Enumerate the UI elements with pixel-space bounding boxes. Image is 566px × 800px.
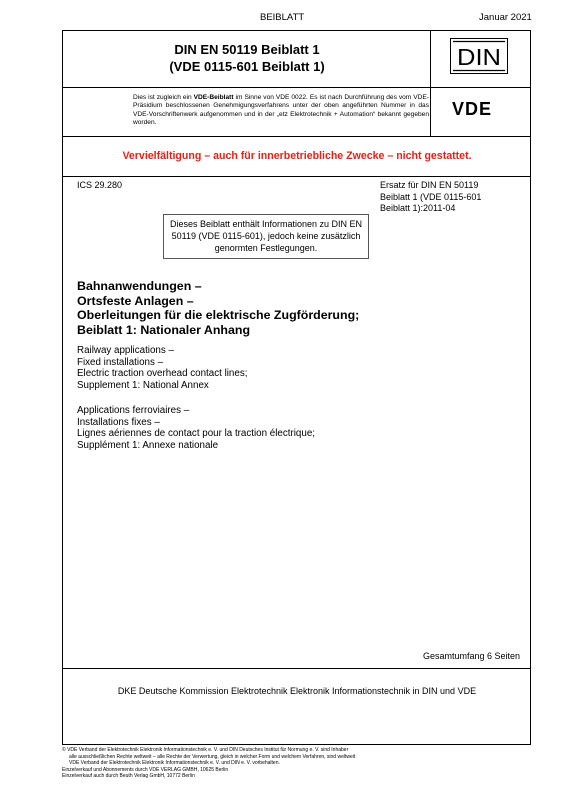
divider bbox=[430, 31, 431, 136]
english-title-line: Railway applications – bbox=[77, 345, 174, 356]
vde-logo: VDE bbox=[452, 99, 493, 119]
french-title-line: Applications ferroviaires – bbox=[77, 405, 190, 416]
document-date: Januar 2021 bbox=[479, 12, 532, 23]
din-logo bbox=[450, 38, 508, 79]
divider bbox=[63, 668, 530, 669]
document-category: BEIBLATT bbox=[260, 12, 305, 23]
footer-copyright: © VDE Verband der Elektrotechnik Elektronik Informationstechnik e. V. und DIN Deutsches Institut für Normung e. V. sind Inhaber bbox=[62, 747, 349, 753]
main-title-line: Bahnanwendungen – bbox=[77, 279, 202, 293]
french-title-line: Installations fixes – bbox=[77, 416, 160, 428]
reproduction-warning: Vervielfältigung – auch für innerbetriebliche Zwecke – nicht gestattet. bbox=[122, 150, 472, 162]
divider bbox=[63, 176, 530, 177]
main-title-line: Ortsfeste Anlagen – bbox=[77, 293, 194, 308]
vde-notice: Dies ist zugleich ein VDE-Beiblatt im Sinne von VDE 0022. Es ist nach Durchführung des vom VDE-Präsidium beschlossenen Genehmigungsverfahrens unter der oben angeführten Nummer in das VDE-Vorschriftenwerk aufgenommen und in der „etz Elektrotechnik + Automation“ bekannt gegeben worden. bbox=[133, 94, 429, 126]
din-logo-text: DIN bbox=[457, 44, 501, 70]
footer-rights: alle ausschließlichen Rechte weltweit – alle Rechte der Verwertung, gleich in welcher Form und welchem Verfahren, sind weltweit bbox=[69, 753, 356, 760]
footer bbox=[62, 747, 532, 780]
english-title-line: Supplement 1: National Annex bbox=[77, 380, 209, 392]
french-title bbox=[77, 405, 315, 452]
divider bbox=[63, 87, 530, 88]
english-title bbox=[77, 345, 247, 392]
footer-sales: Einzelverkauf auch durch Beuth Verlag GmbH, 10772 Berlin bbox=[62, 773, 195, 780]
divider bbox=[63, 136, 530, 137]
document-title-line1: DIN EN 50119 Beiblatt 1 bbox=[174, 42, 320, 57]
english-title-line: Electric traction overhead contact lines; bbox=[77, 368, 248, 380]
footer-sales: Einzelverkauf und Abonnements durch VDE VERLAG GMBH, 10625 Berlin bbox=[62, 766, 229, 773]
page-count: Gesamtumfang 6 Seiten bbox=[422, 651, 520, 661]
replacement-note: Ersatz für DIN EN 50119 Beiblatt 1 (VDE 0115-601 Beiblatt 1):2011-04 bbox=[380, 180, 482, 213]
french-title-line: Supplément 1: Annexe nationale bbox=[77, 440, 219, 452]
english-title-line: Fixed installations – bbox=[77, 356, 164, 368]
main-title bbox=[77, 279, 359, 337]
footer-rights: VDE Verband der Elektrotechnik Elektronik Informationstechnik e. V. und DIN e. V. vorbehalten. bbox=[69, 760, 280, 767]
main-title-line: Beiblatt 1: Nationaler Anhang bbox=[77, 322, 251, 337]
info-box: Dieses Beiblatt enthält Informationen zu DIN EN 50119 (VDE 0115-601), jedoch keine zusätzlich genormten Festlegungen. bbox=[163, 214, 369, 259]
ics-code: ICS 29.280 bbox=[77, 180, 123, 190]
main-title-line: Oberleitungen für die elektrische Zugförderung; bbox=[77, 308, 360, 322]
dke-line: DKE Deutsche Kommission Elektrotechnik Elektronik Informationstechnik in DIN und VDE bbox=[117, 686, 477, 696]
document-title-line2: (VDE 0115-601 Beiblatt 1) bbox=[169, 59, 325, 74]
french-title-line: Lignes aériennes de contact pour la traction électrique; bbox=[77, 428, 315, 440]
